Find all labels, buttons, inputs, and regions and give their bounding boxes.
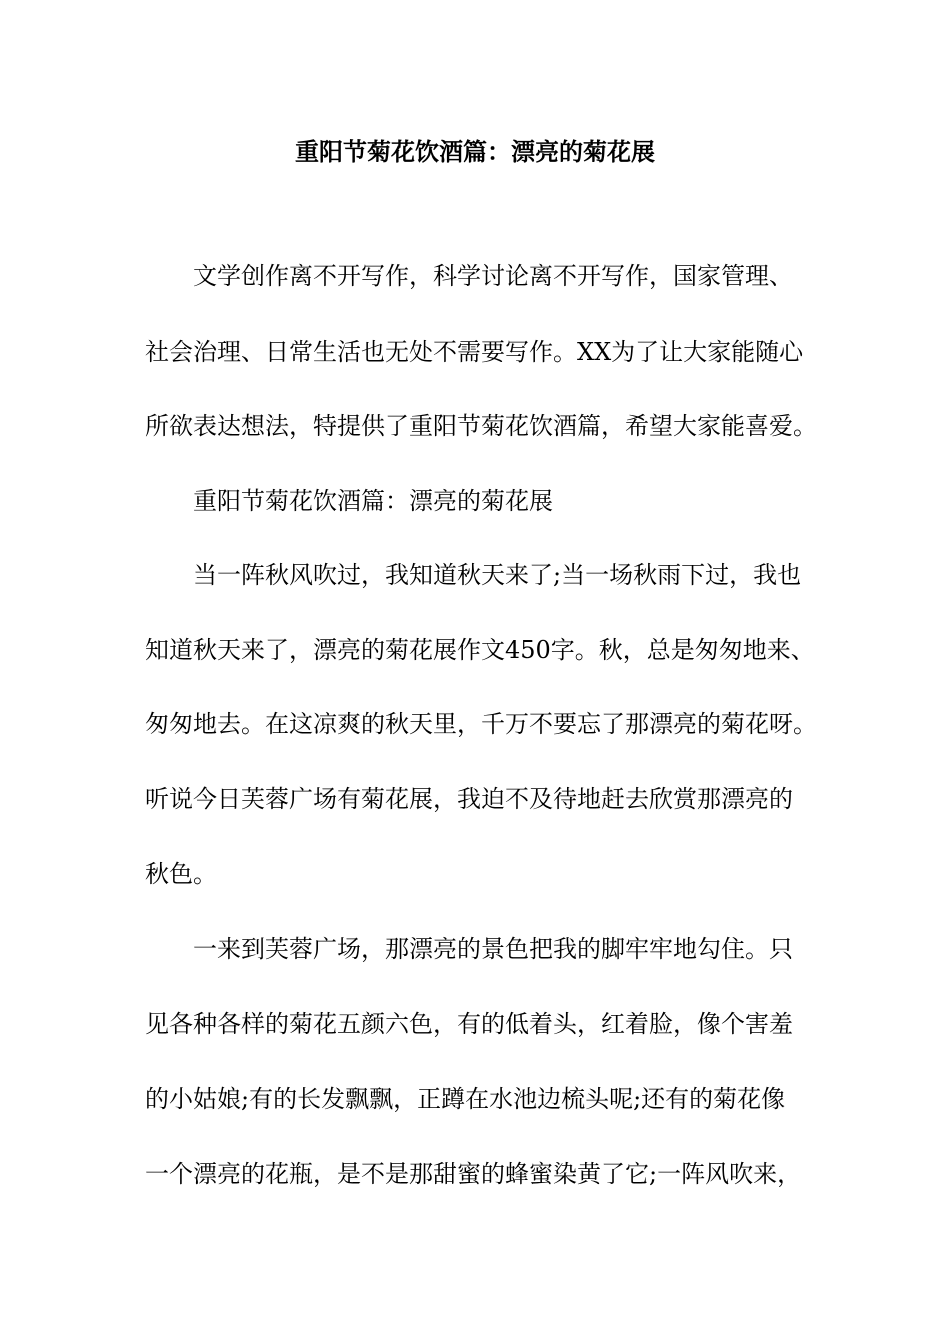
paragraph-line: 社会治理、日常生活也无处不需要写作。XX为了让大家能随心 [145,338,804,366]
paragraph-line: 当一阵秋风吹过，我知道秋天来了;当一场秋雨下过，我也 [193,561,802,589]
paragraph-line: 一个漂亮的花瓶，是不是那甜蜜的蜂蜜染黄了它;一阵风吹来， [145,1160,802,1188]
paragraph-line: 文学创作离不开写作，科学讨论离不开写作，国家管理、 [193,262,793,290]
paragraph-line: 听说今日芙蓉广场有菊花展，我迫不及待地赶去欣赏那漂亮的 [145,785,793,813]
paragraph-line: 匆匆地去。在这凉爽的秋天里，千万不要忘了那漂亮的菊花呀。 [145,710,817,738]
section-heading-line: 重阳节菊花饮酒篇：漂亮的菊花展 [193,487,553,515]
document-title: 重阳节菊花饮酒篇：漂亮的菊花展 [295,137,655,166]
paragraph-line: 所欲表达想法，特提供了重阳节菊花饮酒篇，希望大家能喜爱。 [145,412,817,440]
paragraph-line: 知道秋天来了，漂亮的菊花展作文450字。秋，总是匆匆地来、 [145,636,815,664]
paragraph-line: 见各种各样的菊花五颜六色，有的低着头，红着脸，像个害羞 [145,1010,793,1038]
paragraph-line: 一来到芙蓉广场，那漂亮的景色把我的脚牢牢地勾住。只 [193,935,793,963]
paragraph-line: 的小姑娘;有的长发飘飘，正蹲在水池边梳头呢;还有的菊花像 [145,1085,786,1113]
paragraph-line: 秋色。 [145,860,217,888]
